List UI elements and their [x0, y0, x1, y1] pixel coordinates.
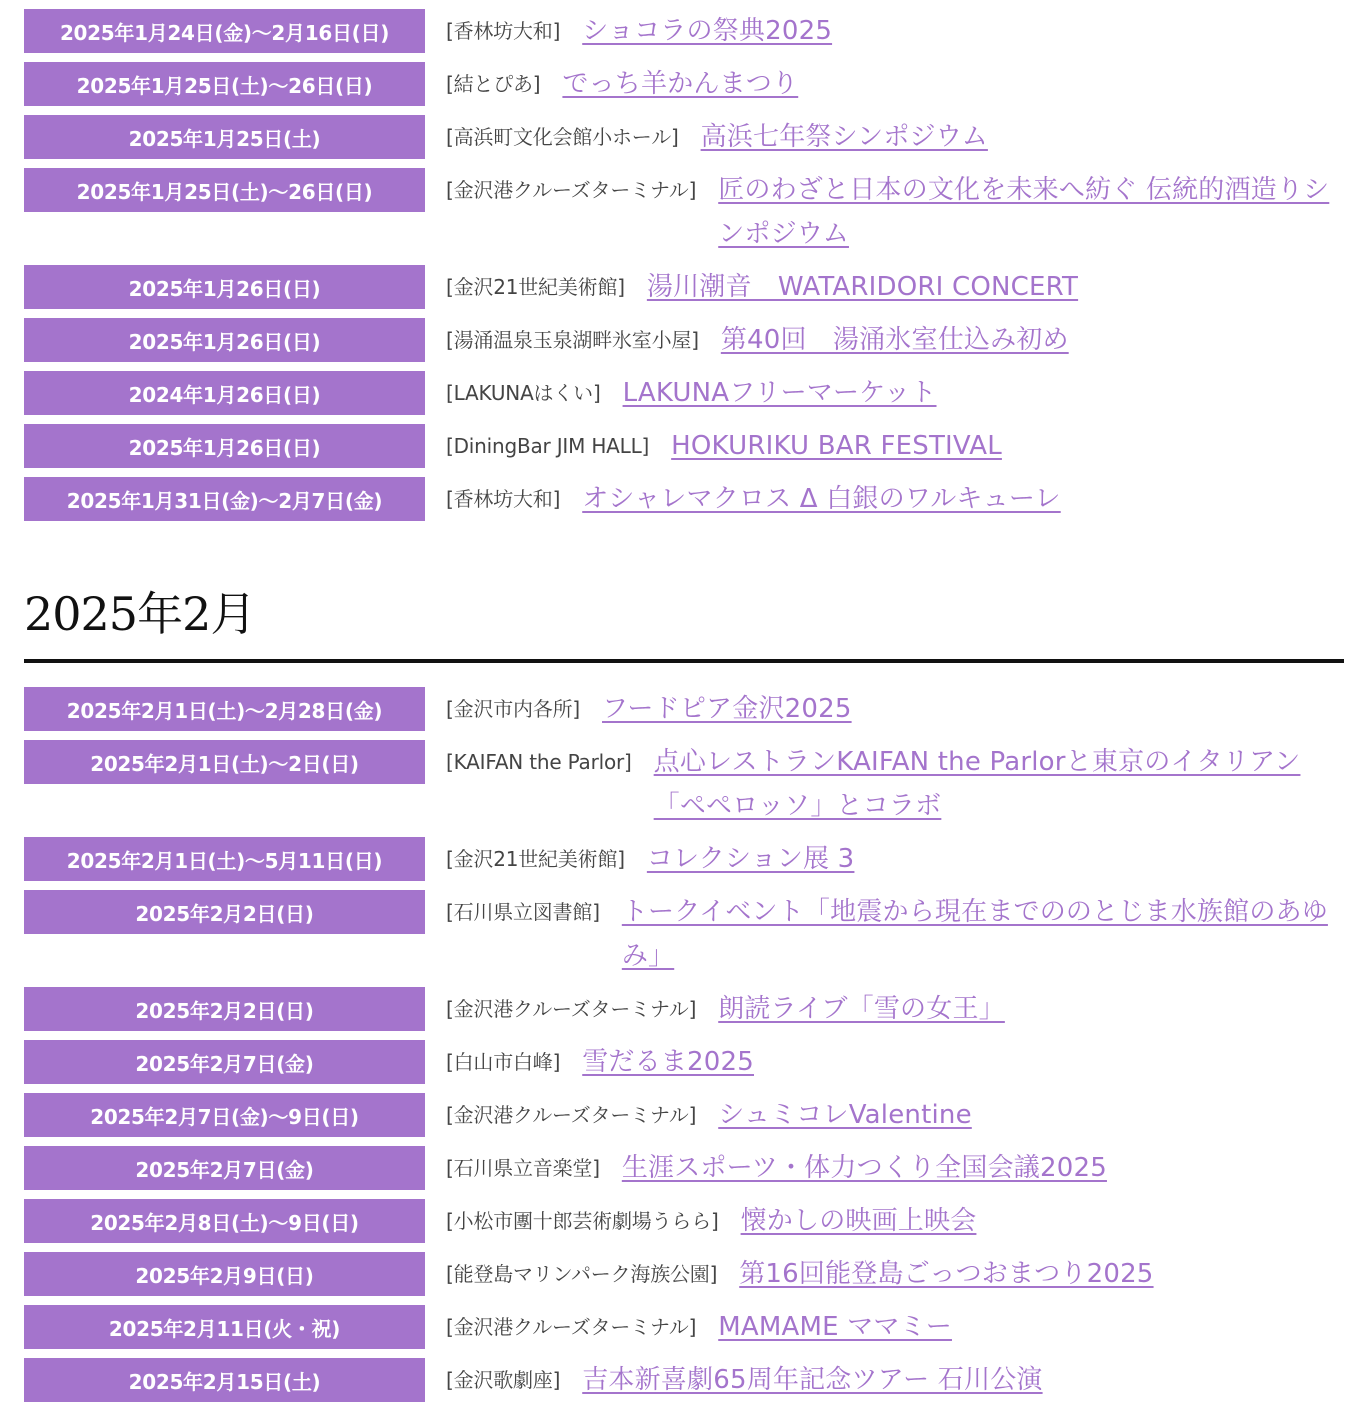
event-date-badge: 2025年2月7日(金) — [24, 1040, 425, 1084]
event-row — [24, 1040, 1344, 1084]
event-info — [446, 424, 1344, 468]
event-title-link[interactable]: 湯川潮音 WATARIDORI CONCERT — [646, 272, 1079, 302]
event-row — [24, 62, 1344, 106]
event-row — [24, 371, 1344, 415]
event-info — [446, 371, 1344, 415]
event-title-link[interactable]: HOKURIKU BAR FESTIVAL — [671, 431, 1002, 461]
event-date-badge: 2025年1月26日(日) — [24, 265, 425, 309]
event-date-badge: 2025年1月25日(土)〜26日(日) — [24, 62, 425, 106]
event-info — [446, 1252, 1344, 1296]
event-info — [446, 9, 1344, 53]
event-title-link[interactable]: でっち羊かんまつり — [562, 69, 799, 99]
event-title-link[interactable]: 生涯スポーツ・体力つくり全国会議2025 — [621, 1153, 1107, 1183]
event-date-badge: 2025年2月9日(日) — [24, 1252, 425, 1296]
event-date-badge: 2025年2月1日(土)〜2日(日) — [24, 740, 425, 784]
event-title-link[interactable]: 懐かしの映画上映会 — [740, 1206, 977, 1236]
event-title-link[interactable]: 第40回 湯涌氷室仕込み初め — [720, 325, 1069, 355]
event-venue: [高浜町文化会館小ホール] — [446, 125, 679, 149]
event-date-badge: 2025年2月7日(金)〜9日(日) — [24, 1093, 425, 1137]
event-row — [24, 168, 1344, 256]
event-date-badge: 2025年1月25日(土)〜26日(日) — [24, 168, 425, 212]
event-info — [446, 265, 1344, 309]
event-venue: [香林坊大和] — [446, 487, 561, 511]
event-title-link[interactable]: 吉本新喜劇65周年記念ツアー 石川公演 — [582, 1365, 1043, 1395]
event-title-link[interactable]: トークイベント「地震から現在までののとじま水族館のあゆみ」 — [621, 897, 1328, 971]
event-title-link[interactable]: ショコラの祭典2025 — [582, 16, 833, 46]
event-date-badge: 2025年2月8日(土)〜9日(日) — [24, 1199, 425, 1243]
event-info — [446, 62, 1344, 106]
event-venue: [能登島マリンパーク海族公園] — [446, 1262, 718, 1286]
event-title-link[interactable]: シュミコレValentine — [718, 1100, 972, 1130]
event-title-link[interactable]: 高浜七年祭シンポジウム — [700, 122, 988, 152]
event-venue: [金沢港クルーズターミナル] — [446, 178, 697, 202]
event-title-link[interactable]: 第16回能登島ごっつおまつり2025 — [739, 1259, 1154, 1289]
event-venue: [金沢歌劇座] — [446, 1368, 561, 1392]
event-date-badge: 2025年2月1日(土)〜5月11日(日) — [24, 837, 425, 881]
event-info — [446, 1093, 1344, 1137]
event-list-january — [24, 9, 1344, 521]
event-title-link[interactable]: オシャレマクロス Δ 白銀のワルキューレ — [582, 484, 1061, 514]
event-calendar — [24, 0, 1344, 1402]
event-date-badge: 2025年2月2日(日) — [24, 987, 425, 1031]
event-info — [446, 687, 1344, 731]
event-venue: [金沢市内各所] — [446, 697, 581, 721]
event-info — [446, 477, 1344, 521]
event-date-badge: 2025年2月1日(土)〜2月28日(金) — [24, 687, 425, 731]
event-venue: [白山市白峰] — [446, 1050, 561, 1074]
event-row — [24, 740, 1344, 828]
event-date-badge: 2025年1月25日(土) — [24, 115, 425, 159]
event-row — [24, 687, 1344, 731]
event-date-badge: 2025年2月7日(金) — [24, 1146, 425, 1190]
event-title-link[interactable]: MAMAME ママミー — [718, 1312, 952, 1342]
event-info — [446, 1358, 1344, 1402]
event-info — [446, 987, 1344, 1031]
event-date-badge: 2025年2月2日(日) — [24, 890, 425, 934]
event-row — [24, 477, 1344, 521]
event-row — [24, 265, 1344, 309]
event-info — [446, 890, 1344, 978]
event-venue: [小松市團十郎芸術劇場うらら] — [446, 1209, 719, 1233]
event-row — [24, 987, 1344, 1031]
event-venue: [金沢港クルーズターミナル] — [446, 997, 697, 1021]
event-info — [446, 115, 1344, 159]
event-venue: [石川県立音楽堂] — [446, 1156, 600, 1180]
event-row — [24, 1146, 1344, 1190]
event-date-badge: 2025年2月11日(火・祝) — [24, 1305, 425, 1349]
event-info — [446, 1040, 1344, 1084]
event-date-badge: 2025年1月24日(金)〜2月16日(日) — [24, 9, 425, 53]
event-venue: [金沢港クルーズターミナル] — [446, 1103, 697, 1127]
event-title-link[interactable]: LAKUNAフリーマーケット — [622, 378, 937, 408]
event-info — [446, 740, 1344, 828]
event-date-badge: 2025年1月26日(日) — [24, 424, 425, 468]
event-row — [24, 837, 1344, 881]
event-row — [24, 1305, 1344, 1349]
month-heading: 2025年2月 — [24, 583, 1344, 663]
event-info — [446, 1305, 1344, 1349]
event-date-badge: 2025年1月26日(日) — [24, 318, 425, 362]
event-venue: [KAIFAN the Parlor] — [446, 750, 632, 774]
event-venue: [金沢21世紀美術館] — [446, 275, 625, 299]
event-venue: [結とぴあ] — [446, 72, 541, 96]
event-venue: [金沢21世紀美術館] — [446, 847, 625, 871]
event-title-link[interactable]: コレクション展 3 — [646, 844, 855, 874]
event-row — [24, 1093, 1344, 1137]
event-list-february — [24, 687, 1344, 1402]
event-row — [24, 890, 1344, 978]
event-title-link[interactable]: 匠のわざと日本の文化を未来へ紡ぐ 伝統的酒造りシンポジウム — [718, 175, 1330, 249]
event-venue: [LAKUNAはくい] — [446, 381, 601, 405]
event-row — [24, 9, 1344, 53]
event-row — [24, 115, 1344, 159]
event-row — [24, 1252, 1344, 1296]
event-date-badge: 2024年1月26日(日) — [24, 371, 425, 415]
event-row — [24, 318, 1344, 362]
event-title-link[interactable]: 点心レストランKAIFAN the Parlorと東京のイタリアン「ペペロッソ」とコラボ — [653, 747, 1301, 821]
event-venue: [DiningBar JIM HALL] — [446, 434, 650, 458]
event-row — [24, 1199, 1344, 1243]
event-info — [446, 837, 1344, 881]
event-date-badge: 2025年1月31日(金)〜2月7日(金) — [24, 477, 425, 521]
event-venue: [金沢港クルーズターミナル] — [446, 1315, 697, 1339]
event-venue: [湯涌温泉玉泉湖畔氷室小屋] — [446, 328, 699, 352]
event-title-link[interactable]: 雪だるま2025 — [582, 1047, 754, 1077]
event-row — [24, 1358, 1344, 1402]
event-info — [446, 1199, 1344, 1243]
event-title-link[interactable]: 朗読ライブ「雪の女王」 — [718, 994, 1005, 1024]
event-row — [24, 424, 1344, 468]
event-title-link[interactable]: フードピア金沢2025 — [602, 694, 852, 724]
event-info — [446, 1146, 1344, 1190]
event-info — [446, 168, 1344, 256]
event-date-badge: 2025年2月15日(土) — [24, 1358, 425, 1402]
event-venue: [石川県立図書館] — [446, 900, 600, 924]
event-info — [446, 318, 1344, 362]
event-venue: [香林坊大和] — [446, 19, 561, 43]
